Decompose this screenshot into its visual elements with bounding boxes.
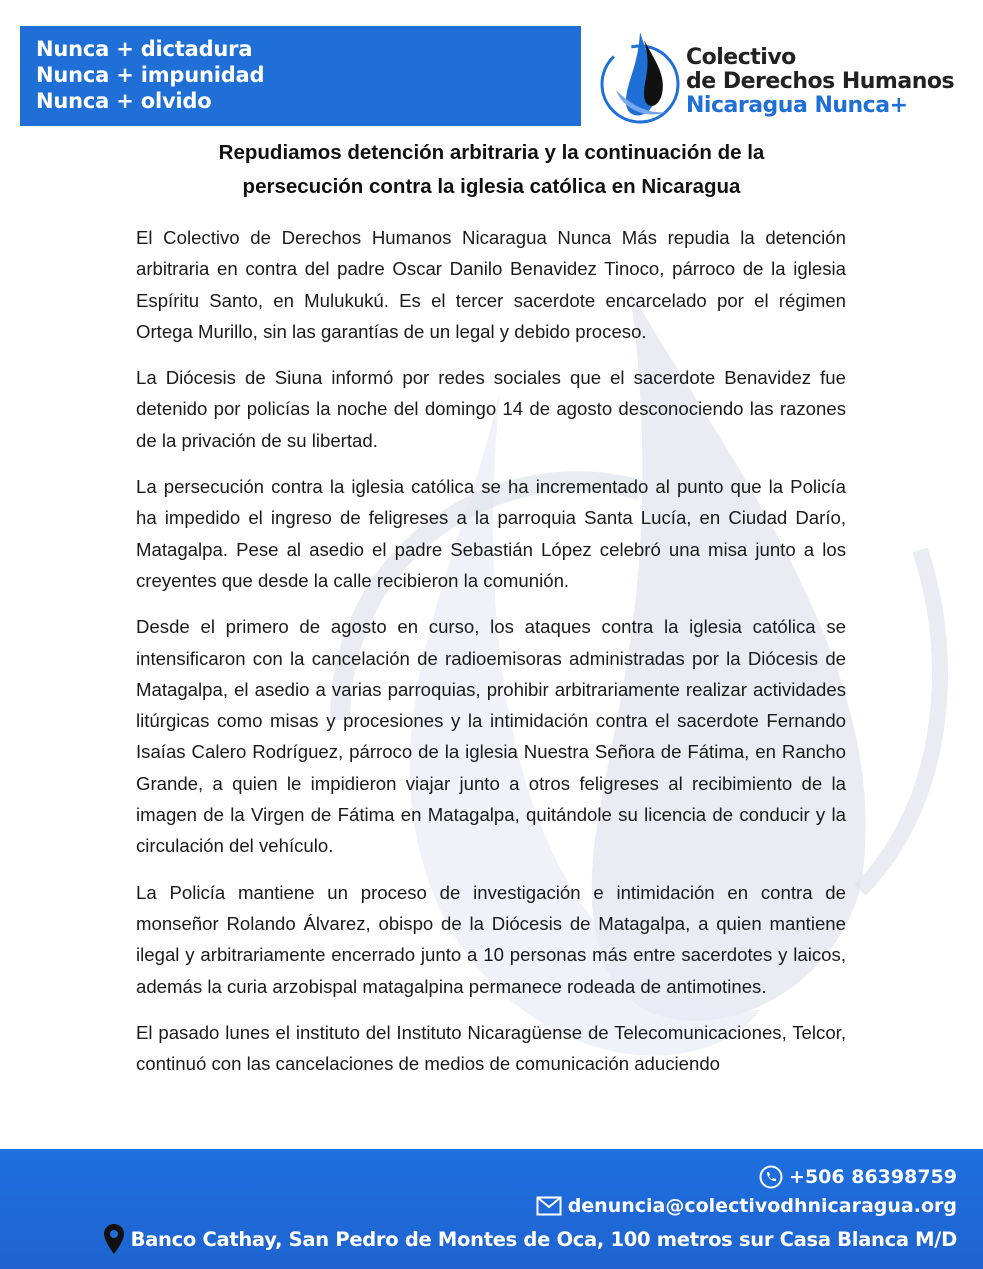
org-name-line1: Colectivo [686, 45, 796, 70]
body-paragraph: La Diócesis de Siuna informó por redes sociales que el sacerdote Benavidez fue detenido por policías la noche del domingo 14 de agosto desconociendo las razones de la privación de su libertad. [136, 367, 846, 451]
header-slogan-banner [20, 26, 581, 126]
map-pin-icon [103, 1223, 125, 1255]
email-address: denuncia@colectivodhnicaragua.org [567, 1195, 957, 1217]
envelope-icon [536, 1196, 562, 1216]
body-paragraph: El pasado lunes el instituto del Instituto Nicaragüense de Telecomunicaciones, Telcor, continuó con las cancelaciones de medios de comunicación aduciendo [136, 1021, 846, 1075]
org-name-line3: Nicaragua Nunca+ [686, 93, 908, 118]
organization-logo [596, 28, 976, 128]
document-body [136, 222, 846, 1094]
footer-email[interactable] [536, 1195, 957, 1217]
phone-icon [759, 1165, 783, 1189]
body-paragraph: Desde el primero de agosto en curso, los ataques contra la iglesia católica se intensificaron con la cancelación de radioemisoras administradas por la Diócesis de Matagalpa, el asedio a varias parroquias, prohibir arbitrariamente realizar actividades litúrgicas como misas y procesiones y la intimidación contra el sacerdote Fernando Isaías Calero Rodríguez, párroco de la iglesia Nuestra Señora de Fátima, en Rancho Grande, a quien le impidieron viajar junto a otros feligreses al recibimiento de la imagen de la Virgen de Fátima en Matagalpa, quitándole su licencia de conducir y la circulación del vehículo. [136, 616, 846, 857]
org-name-line2: de Derechos Humanos [686, 69, 955, 94]
slogan-line: Nunca + dictadura [36, 37, 253, 61]
slogan-line: Nunca + olvido [36, 89, 212, 113]
footer-address [103, 1223, 957, 1255]
footer-phone[interactable] [759, 1165, 957, 1189]
contact-footer [0, 1149, 983, 1269]
phone-number: +506 86398759 [789, 1166, 957, 1188]
body-paragraph: El Colectivo de Derechos Humanos Nicaragua Nunca Más repudia la detención arbitraria en contra del padre Oscar Danilo Benavidez Tinoco, párroco de la iglesia Espíritu Santo, en Mulukukú. Es el tercer sacerdote encarcelado por el régimen Ortega Murillo, sin las garantías de un legal y debido proceso. [136, 227, 846, 342]
body-paragraph: La persecución contra la iglesia católica se ha incrementado al punto que la Policía ha impedido el ingreso de feligreses a la parroquia Santa Lucía, en Ciudad Darío, Matagalpa. Pese al asedio el padre Sebastián López celebró una misa junto a los creyentes que desde la calle recibieron la comunión. [136, 476, 846, 591]
title-line: Repudiamos detención arbitraria y la continuación de la [218, 141, 765, 164]
title-line: persecución contra la iglesia católica en Nicaragua [242, 175, 741, 198]
slogan-line: Nunca + impunidad [36, 63, 265, 87]
street-address: Banco Cathay, San Pedro de Montes de Oca, 100 metros sur Casa Blanca M/D [130, 1227, 957, 1251]
document-title [120, 136, 863, 204]
dove-flame-logo-icon [596, 28, 686, 128]
body-paragraph: La Policía mantiene un proceso de investigación e intimidación en contra de monseñor Rolando Álvarez, obispo de la Diócesis de Matagalpa, a quien mantiene ilegal y arbitrariamente encerrado junto a 10 personas más entre sacerdotes y laicos, además la curia arzobispal matagalpina permanece rodeada de antimotines. [136, 881, 846, 997]
